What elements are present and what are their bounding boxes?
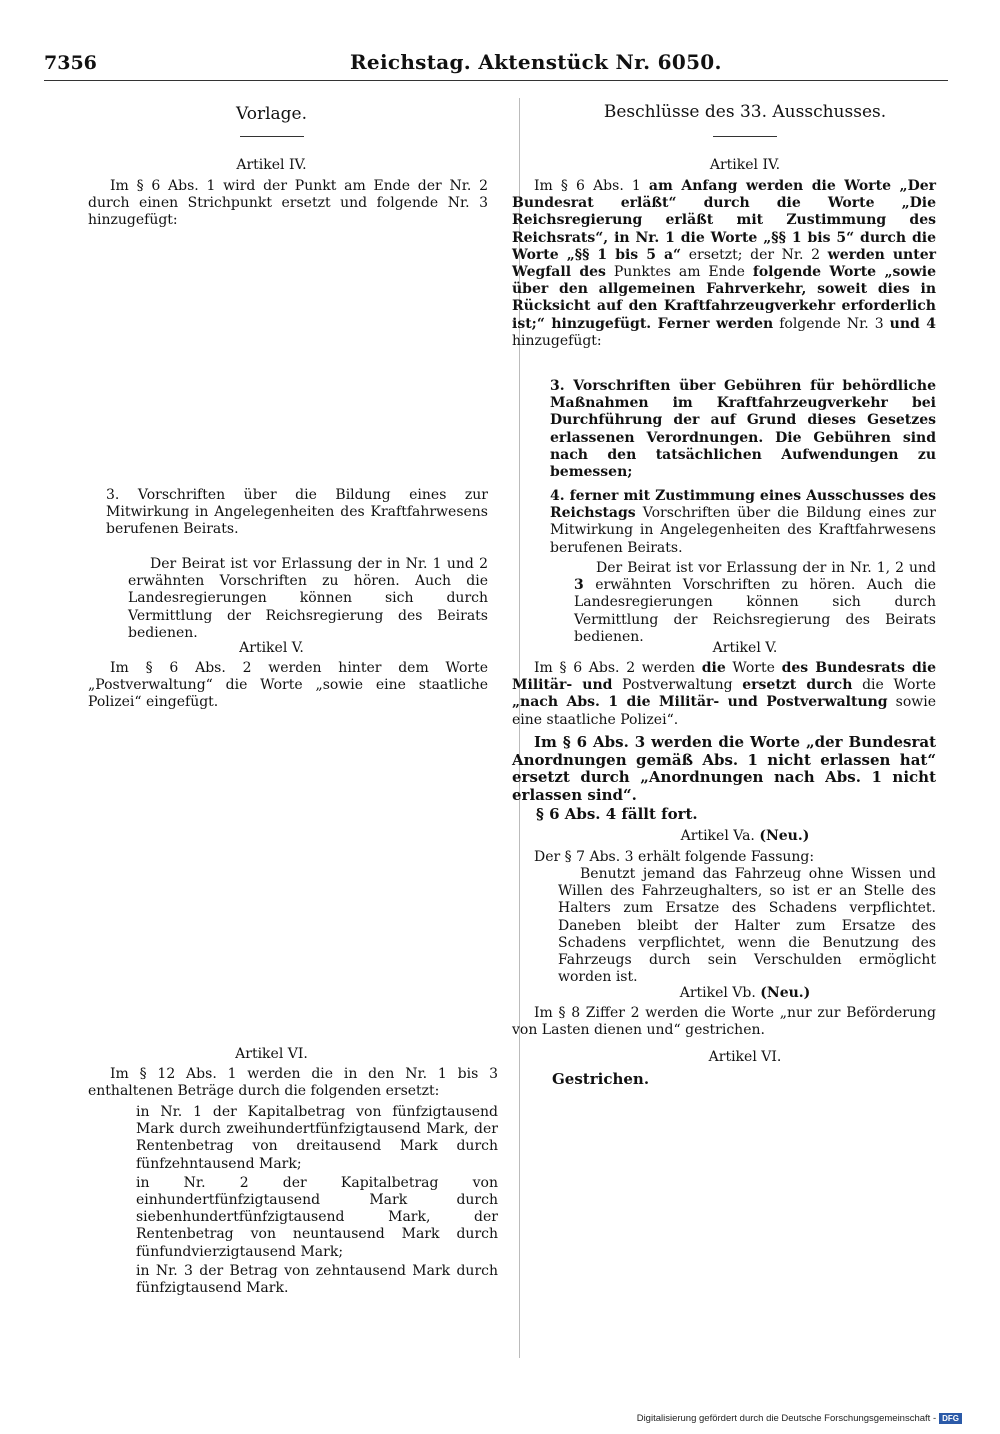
right-art4-p1i: hinzugefügt: [512, 332, 602, 349]
right-beirat-c: erwähnten Vorschriften zu hören. Auch die Landesregierungen können sich durch Vermittlung der Reichsregierung des Beirats bedienen. [574, 577, 936, 645]
right-art5-abs4: § 6 Abs. 4 fällt fort. [536, 805, 698, 823]
right-art5-abs3: Im § 6 Abs. 3 werden die Worte „der Bundesrat Anordnungen gemäß Abs. 1 nicht erlassen hat“ ersetzt durch „Anordnungen nach Abs. 1 nicht erlassen sind“. [512, 733, 936, 804]
dfg-logo: DFG [939, 1413, 962, 1424]
digitization-credit [637, 1413, 962, 1424]
right-art5-a: Im § 6 Abs. 2 werden [534, 660, 702, 676]
right-art5-i: sowie eine staatliche Polizei“. [512, 694, 937, 728]
left-art6-item-3: in Nr. 3 der Betrag von zehntausend Mark durch fünfzigtausend Mark. [136, 1262, 498, 1297]
right-item-4a: 4. ferner mit Zustimmung eines Ausschusses des Reichstags [550, 488, 936, 522]
header-rule [44, 80, 948, 81]
right-heading-rule [713, 136, 777, 137]
left-art4-title: Artikel IV. [236, 157, 307, 173]
right-art5-g: die Worte [852, 677, 936, 694]
right-item-3: 3. Vorschriften über Gebühren für behördliche Maßnahmen im Kraftfahrzeugverkehr bei Durchführung der auf Grund dieses Gesetzes erlassenen Verordnungen. Die Gebühren sind nach den tatsächlichen Aufwendungen zu bemessen; [550, 378, 936, 481]
right-beirat-b: 3 [574, 577, 584, 594]
right-column-heading: Beschlüsse des 33. Ausschusses. [603, 102, 887, 122]
left-art4-text: Im § 6 Abs. 1 wird der Punkt am Ende der Nr. 2 durch einen Strichpunkt ersetzt und folgende Nr. 3 hinzugefügt: [88, 178, 488, 229]
right-art4-p1h: und 4 [889, 315, 936, 332]
left-art6-list [136, 1104, 498, 1297]
right-art5a-intro: Der § 7 Abs. 3 erhält folgende Fassung: [534, 849, 815, 865]
right-art5a-text: Benutzt jemand das Fahrzeug ohne Wissen und Willen des Fahrzeughalters, so ist er an Stelle des Halters zum Ersatze des Schadens verpflichtet. Daneben bleibt der Halter zum Ersatze des Schadens verpflichtet, wenn die Benutzung des Fahrzeugs durch sein Verschulden ermöglicht worden ist. [558, 866, 936, 986]
page-number: 7356 [44, 52, 97, 74]
right-art5-d: des Bundesrats die Militär- und [512, 660, 937, 694]
left-art6-title: Artikel VI. [235, 1046, 308, 1062]
right-art5-title: Artikel V. [712, 640, 778, 656]
left-heading-rule [240, 136, 304, 137]
right-art5b-neu: (Neu.) [760, 985, 811, 1001]
right-art5-text [512, 660, 936, 729]
right-art4-p1e: Punktes am Ende [605, 264, 753, 281]
left-art6-item-1: in Nr. 1 der Kapitalbetrag von fünfzigtausend Mark durch zweihundertfünfzigtausend Mark, der Rentenbetrag von dreitausend Mark durch fünfzehntausend Mark; [136, 1104, 498, 1172]
right-art5-b: die [701, 660, 726, 676]
right-art4-title: Artikel IV. [709, 157, 781, 173]
left-art6-intro: Im § 12 Abs. 1 werden die in den Nr. 1 bis 3 enthaltenen Beträge durch die folgenden ersetzt: [88, 1066, 498, 1100]
left-art6-item-2: in Nr. 2 der Kapitalbetrag von einhundertfünfzigtausend Mark durch siebenhundertfünfzigtausend Mark, der Rentenbetrag von neuntausend Mark durch fünfundvierzigtausend Mark; [136, 1174, 498, 1260]
right-art6-title: Artikel VI. [708, 1049, 782, 1065]
right-art5b-title-line [530, 985, 960, 1001]
running-title: Reichstag. Aktenstück Nr. 6050. [350, 50, 722, 74]
right-art4-p1d: werden unter Wegfall des [512, 246, 936, 281]
right-art4-p1b: am Anfang werden die Worte „Der Bundesrat erläßt“ durch die Worte „Die Reichsregierung erläßt mit Zustimmung des Reichsrats“, in Nr. 1 die Worte „§§ 1 bis 5“ durch die Worte „§§ 1 bis 5 a“ [512, 178, 936, 263]
right-art5-f: ersetzt durch [742, 677, 853, 694]
right-art4-text [512, 178, 936, 350]
right-art5b-title: Artikel Vb. [679, 985, 756, 1001]
left-art5-text: Im § 6 Abs. 2 werden hinter dem Worte „Postverwaltung“ die Worte „sowie eine staatliche Polizei“ eingefügt. [88, 660, 488, 711]
right-art4-p1c: ersetzt; der Nr. 2 [681, 246, 828, 263]
right-item-4 [550, 488, 936, 557]
right-art4-p1a: Im § 6 Abs. 1 [534, 178, 649, 194]
right-art5a-title-line [530, 828, 960, 844]
right-beirat-a: Der Beirat ist vor Erlassung der in Nr. 1, 2 und [596, 560, 936, 576]
right-art6-text: Gestrichen. [552, 1070, 650, 1088]
digitization-credit-text: Digitalisierung gefördert durch die Deutsche Forschungsgemeinschaft - [636, 1413, 937, 1424]
left-column-heading: Vorlage. [236, 104, 307, 124]
right-art5-h: „nach Abs. 1 die Militär- und Postverwaltung [512, 694, 888, 711]
right-art5b-text: Im § 8 Ziffer 2 werden die Worte „nur zur Beförderung von Lasten dienen und“ gestrichen. [512, 1005, 936, 1039]
left-item-3: 3. Vorschriften über die Bildung eines zur Mitwirkung in Angelegenheiten des Kraftfahrwesens berufenen Beirats. [106, 487, 488, 538]
right-art5a-title: Artikel Va. [680, 828, 755, 844]
right-art5-e: Postverwaltung [612, 677, 743, 694]
right-art5-c: Worte [725, 660, 782, 676]
left-art5-title: Artikel V. [239, 640, 304, 656]
right-item-4b: Vorschriften über die Bildung eines zur Mitwirkung in Angelegenheiten des Kraftfahrwesens berufenen Beirats. [550, 505, 936, 556]
left-beirat-paragraph: Der Beirat ist vor Erlassung der in Nr. 1 und 2 erwähnten Vorschriften zu hören. Auch die Landesregierungen können sich durch Vermittlung der Reichsregierung des Beirats bedienen. [128, 556, 488, 641]
right-beirat-paragraph [574, 560, 936, 646]
right-art4-p1f: folgende Worte „sowie über den allgemeinen Fahrverkehr, soweit dies in Rücksicht auf den Kraftfahrzeugverkehr erforderlich ist;“ hinzugefügt. Ferner werden [512, 264, 936, 332]
right-art5a-neu: (Neu.) [759, 828, 810, 844]
right-art4-p1g: folgende Nr. 3 [773, 315, 890, 332]
